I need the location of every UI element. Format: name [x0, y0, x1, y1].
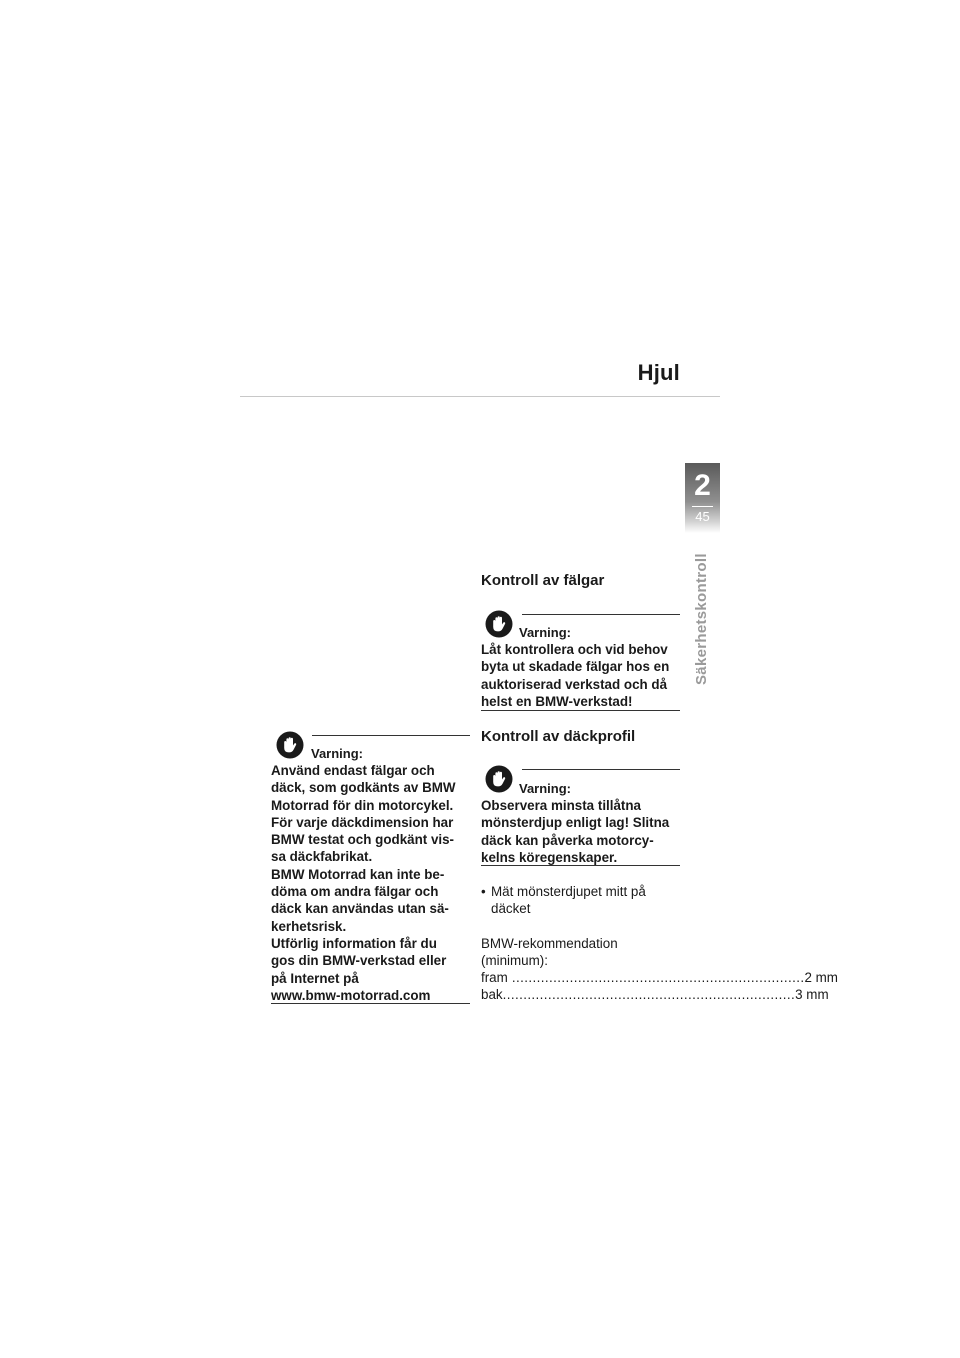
warning-label: Varning: [519, 625, 572, 640]
warning-bottom-rule [481, 710, 680, 711]
chapter-number: 2 [694, 469, 711, 502]
warning-label: Varning: [519, 781, 572, 796]
warning-top-rule [522, 614, 680, 615]
page-title: Hjul [637, 360, 680, 385]
spec-row-front [481, 969, 838, 986]
warning-text: Observera minsta tillåtna mönsterdjup enligt lag! Slitna däck kan påverka motorcy- kelns köregenskaper. [481, 798, 670, 865]
recommendation-text: BMW-rekommendation (minimum): [481, 936, 618, 969]
spec-value: 3 mm [795, 987, 829, 1002]
warning-label: Varning: [311, 746, 364, 761]
leader-dots: ....................................................................... [507, 970, 805, 985]
warning-bottom-rule [481, 865, 680, 866]
spec-row-rear [481, 986, 829, 1003]
section-title: Säkerhetskontroll [693, 553, 710, 685]
warning-top-rule [312, 735, 470, 736]
warning-text: Använd endast fälgar och däck, som godkänts av BMW Motorrad för din motorcykel. För varje däckdimension har BMW testat och godkänt vis- sa däckfabrikat. BMW Motorrad kan inte be- döma om andra fälgar och däck kan användas utan sä- kerhetsrisk. Utförlig information får du gos din BMW-verkstad eller på Internet på www.bmw-motorrad.com [271, 763, 456, 1003]
page-number: 45 [695, 509, 710, 524]
warning-top-rule [522, 769, 680, 770]
warning-bottom-rule [271, 1003, 470, 1004]
section-heading-tread: Kontroll av däckprofil [481, 728, 636, 745]
bullet-text: Mät mönsterdjupet mitt på däcket [491, 884, 646, 917]
stop-hand-icon [485, 610, 513, 638]
spec-label: bak [481, 987, 503, 1002]
header-divider [240, 396, 720, 397]
warning-text: Låt kontrollera och vid behov byta ut skadade fälgar hos en auktoriserad verkstad och då helst en BMW-verkstad! [481, 642, 670, 709]
section-heading-rims: Kontroll av fälgar [481, 572, 605, 589]
chapter-tab-divider [692, 506, 713, 507]
leader-dots: ....................................................................... [502, 987, 796, 1002]
spec-value: 2 mm [804, 970, 838, 985]
stop-hand-icon [485, 765, 513, 793]
bullet-marker: • [481, 884, 486, 899]
chapter-tab [685, 463, 720, 533]
spec-label: fram [481, 970, 508, 985]
stop-hand-icon [276, 731, 304, 759]
